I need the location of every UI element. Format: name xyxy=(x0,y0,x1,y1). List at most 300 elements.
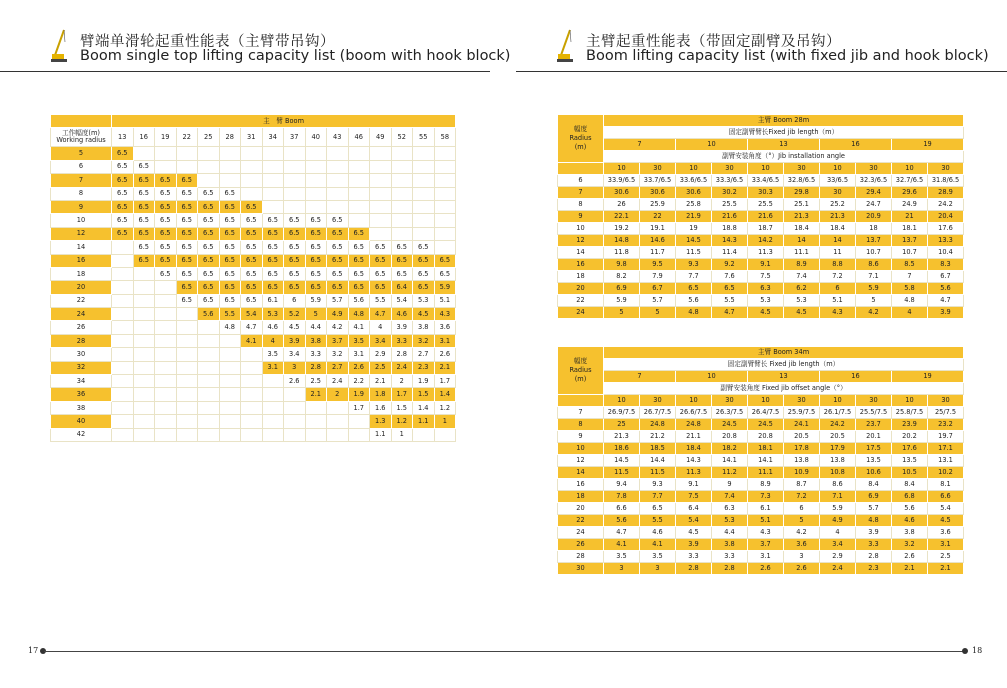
capacity-cell: 6.5 xyxy=(112,174,134,187)
capacity-cell: 6.5 xyxy=(198,294,220,307)
capacity-cell xyxy=(434,147,456,160)
capacity-cell: 6.5 xyxy=(176,254,198,267)
capacity-cell: 18.4 xyxy=(820,223,856,235)
capacity-cell: 29.8 xyxy=(784,187,820,199)
capacity-cell xyxy=(241,348,263,361)
capacity-cell: 6.5 xyxy=(391,254,413,267)
capacity-cell: 3 xyxy=(284,361,306,374)
radius-cell: 14 xyxy=(558,247,604,259)
jib-length-header: 固定副臂臂长 Fixed jib length（m） xyxy=(604,359,964,371)
capacity-cell xyxy=(133,361,155,374)
capacity-cell: 1.5 xyxy=(413,388,435,401)
capacity-cell: 6.5 xyxy=(434,267,456,280)
capacity-cell: 18 xyxy=(856,223,892,235)
table-row xyxy=(558,235,964,247)
capacity-cell: 8.2 xyxy=(604,271,640,283)
capacity-cell: 20.8 xyxy=(712,431,748,443)
left-header-rule xyxy=(0,71,490,72)
capacity-cell: 14.3 xyxy=(676,455,712,467)
radius-cell: 26 xyxy=(558,539,604,551)
capacity-cell xyxy=(155,348,177,361)
table-row xyxy=(558,431,964,443)
capacity-cell: 6.5 xyxy=(219,227,241,240)
capacity-cell: 30.6 xyxy=(604,187,640,199)
capacity-cell: 18.2 xyxy=(712,443,748,455)
capacity-cell xyxy=(198,388,220,401)
capacity-cell: 6.5 xyxy=(327,254,349,267)
capacity-cell: 1.7 xyxy=(348,401,370,414)
capacity-cell: 13.5 xyxy=(856,455,892,467)
capacity-cell xyxy=(391,200,413,213)
capacity-cell xyxy=(241,160,263,173)
boom-length-header: 34 xyxy=(262,128,284,147)
table-row xyxy=(51,375,456,388)
capacity-cell: 7.2 xyxy=(820,271,856,283)
radius-cell: 22 xyxy=(51,294,112,307)
capacity-cell xyxy=(327,200,349,213)
table-row xyxy=(558,551,964,563)
capacity-cell: 6.5 xyxy=(219,214,241,227)
capacity-cell: 4.8 xyxy=(676,307,712,319)
capacity-cell: 1.5 xyxy=(391,401,413,414)
capacity-cell: 4.5 xyxy=(676,527,712,539)
capacity-cell: 29.4 xyxy=(856,187,892,199)
jib-length-value: 7 xyxy=(604,371,676,383)
capacity-cell: 8.6 xyxy=(820,479,856,491)
capacity-cell: 4.1 xyxy=(348,321,370,334)
capacity-cell xyxy=(112,428,134,441)
capacity-cell: 14 xyxy=(784,235,820,247)
capacity-cell: 26.6/7.5 xyxy=(676,407,712,419)
capacity-cell: 4.5 xyxy=(748,307,784,319)
capacity-cell: 5.5 xyxy=(712,295,748,307)
capacity-cell xyxy=(112,415,134,428)
capacity-cell xyxy=(348,147,370,160)
radius-cell: 10 xyxy=(558,223,604,235)
capacity-cell xyxy=(370,187,392,200)
capacity-cell xyxy=(305,160,327,173)
capacity-cell xyxy=(133,375,155,388)
capacity-cell: 32.7/6.5 xyxy=(892,175,928,187)
capacity-cell xyxy=(413,214,435,227)
capacity-cell: 6.5 xyxy=(413,241,435,254)
capacity-cell: 5.6 xyxy=(676,295,712,307)
capacity-cell: 4.7 xyxy=(370,308,392,321)
capacity-cell: 10.5 xyxy=(892,467,928,479)
capacity-cell: 4.5 xyxy=(284,321,306,334)
radius-cell: 16 xyxy=(51,254,112,267)
capacity-cell: 18.1 xyxy=(892,223,928,235)
capacity-cell: 14.1 xyxy=(748,455,784,467)
capacity-cell: 33.6/6.5 xyxy=(676,175,712,187)
capacity-cell xyxy=(112,241,134,254)
capacity-cell: 6.5 xyxy=(155,174,177,187)
capacity-cell: 6.5 xyxy=(241,281,263,294)
boom-length-header: 43 xyxy=(327,128,349,147)
capacity-cell: 6.5 xyxy=(327,241,349,254)
capacity-cell: 7.2 xyxy=(784,491,820,503)
boom-length-header: 16 xyxy=(133,128,155,147)
capacity-cell: 1.1 xyxy=(370,428,392,441)
capacity-cell: 21.9 xyxy=(676,211,712,223)
capacity-cell: 6.5 xyxy=(176,214,198,227)
capacity-cell: 3.2 xyxy=(413,334,435,347)
jib-angle-value: 30 xyxy=(640,395,676,407)
capacity-cell: 4.3 xyxy=(820,307,856,319)
capacity-cell: 1.6 xyxy=(370,401,392,414)
capacity-cell xyxy=(198,160,220,173)
capacity-cell: 6.5 xyxy=(241,214,263,227)
capacity-cell xyxy=(241,415,263,428)
capacity-cell: 14.5 xyxy=(676,235,712,247)
radius-header-corner xyxy=(51,115,112,128)
capacity-cell: 6.5 xyxy=(241,267,263,280)
capacity-cell xyxy=(284,428,306,441)
capacity-cell: 26.7/7.5 xyxy=(640,407,676,419)
capacity-cell: 5.2 xyxy=(284,308,306,321)
capacity-cell xyxy=(155,160,177,173)
capacity-cell xyxy=(219,160,241,173)
capacity-cell: 6.5 xyxy=(176,267,198,280)
capacity-cell: 6.5 xyxy=(305,254,327,267)
right-title-en: Boom lifting capacity list (with fixed jib and hook block) xyxy=(586,48,989,64)
boom-length-header: 52 xyxy=(391,128,413,147)
capacity-cell: 9.2 xyxy=(712,259,748,271)
capacity-cell: 6.5 xyxy=(327,267,349,280)
capacity-cell xyxy=(133,267,155,280)
capacity-cell: 33.7/6.5 xyxy=(640,175,676,187)
capacity-cell: 6.5 xyxy=(176,174,198,187)
capacity-cell: 6.5 xyxy=(241,294,263,307)
capacity-cell: 4.4 xyxy=(305,321,327,334)
jib-angle-value: 30 xyxy=(712,163,748,175)
capacity-cell: 6.5 xyxy=(305,267,327,280)
capacity-cell: 20.5 xyxy=(820,431,856,443)
capacity-cell: 18.7 xyxy=(748,223,784,235)
capacity-cell: 4.3 xyxy=(434,308,456,321)
capacity-cell: 33/6.5 xyxy=(820,175,856,187)
table-row xyxy=(51,308,456,321)
capacity-cell: 2.9 xyxy=(370,348,392,361)
capacity-cell: 6.5 xyxy=(176,294,198,307)
table-row xyxy=(558,211,964,223)
table-row xyxy=(558,199,964,211)
capacity-cell: 2.1 xyxy=(305,388,327,401)
jib-length-value: 13 xyxy=(748,139,820,151)
capacity-cell: 6.5 xyxy=(284,241,306,254)
capacity-cell: 14.5 xyxy=(604,455,640,467)
capacity-cell: 2.4 xyxy=(327,375,349,388)
capacity-cell: 4.8 xyxy=(348,308,370,321)
capacity-cell: 24.5 xyxy=(748,419,784,431)
capacity-cell xyxy=(413,200,435,213)
capacity-cell: 6.5 xyxy=(348,281,370,294)
radius-cell: 20 xyxy=(558,283,604,295)
capacity-cell: 9.3 xyxy=(640,479,676,491)
capacity-cell xyxy=(219,348,241,361)
capacity-cell: 8.4 xyxy=(892,479,928,491)
table-row xyxy=(51,200,456,213)
capacity-cell: 9.3 xyxy=(676,259,712,271)
capacity-cell: 3.3 xyxy=(676,551,712,563)
capacity-cell: 8.6 xyxy=(856,259,892,271)
capacity-cell: 4.5 xyxy=(928,515,964,527)
radius-cell: 20 xyxy=(558,503,604,515)
capacity-cell: 20.8 xyxy=(748,431,784,443)
jib-angle-value: 10 xyxy=(604,395,640,407)
capacity-cell xyxy=(413,187,435,200)
capacity-cell: 2.6 xyxy=(784,563,820,575)
capacity-cell: 3.5 xyxy=(348,334,370,347)
capacity-cell: 7 xyxy=(892,271,928,283)
capacity-cell: 5.8 xyxy=(892,283,928,295)
capacity-cell xyxy=(370,147,392,160)
jib-length-header: 固定副臂臂长Fixed jib length（m） xyxy=(604,127,964,139)
capacity-cell: 8.5 xyxy=(892,259,928,271)
capacity-cell xyxy=(262,401,284,414)
boom-length-header: 28 xyxy=(219,128,241,147)
capacity-cell: 7.4 xyxy=(712,491,748,503)
capacity-cell xyxy=(155,388,177,401)
table-row xyxy=(558,503,964,515)
capacity-cell: 4.8 xyxy=(892,295,928,307)
capacity-cell: 2.8 xyxy=(305,361,327,374)
capacity-cell: 17.5 xyxy=(856,443,892,455)
capacity-cell xyxy=(370,214,392,227)
capacity-cell: 7.3 xyxy=(748,491,784,503)
capacity-cell: 6.5 xyxy=(198,267,220,280)
capacity-cell: 4.5 xyxy=(784,307,820,319)
capacity-cell: 24.7 xyxy=(856,199,892,211)
radius-cell: 30 xyxy=(51,348,112,361)
capacity-cell: 33.4/6.5 xyxy=(748,175,784,187)
right-header xyxy=(556,28,996,72)
capacity-cell: 1 xyxy=(434,415,456,428)
capacity-cell: 2.7 xyxy=(327,361,349,374)
capacity-cell: 5.3 xyxy=(262,308,284,321)
capacity-cell xyxy=(327,401,349,414)
capacity-cell: 2.5 xyxy=(928,551,964,563)
capacity-cell: 10.9 xyxy=(784,467,820,479)
capacity-cell: 18.8 xyxy=(712,223,748,235)
capacity-cell xyxy=(434,200,456,213)
boom-length-header: 58 xyxy=(434,128,456,147)
capacity-cell: 3.1 xyxy=(928,539,964,551)
table-row xyxy=(558,479,964,491)
capacity-cell: 2.1 xyxy=(434,361,456,374)
jib-angle-value: 10 xyxy=(676,163,712,175)
capacity-cell: 11.1 xyxy=(784,247,820,259)
jib-angle-value: 10 xyxy=(676,395,712,407)
capacity-cell: 1.4 xyxy=(413,401,435,414)
capacity-cell: 2.4 xyxy=(391,361,413,374)
capacity-cell: 31.8/6.5 xyxy=(928,175,964,187)
radius-cell: 9 xyxy=(558,431,604,443)
capacity-cell: 25.5 xyxy=(712,199,748,211)
capacity-cell: 21.1 xyxy=(676,431,712,443)
capacity-cell xyxy=(176,401,198,414)
capacity-cell: 21.3 xyxy=(784,211,820,223)
capacity-cell xyxy=(155,375,177,388)
capacity-cell xyxy=(284,187,306,200)
capacity-cell: 13.8 xyxy=(820,455,856,467)
jib-length-value: 16 xyxy=(820,139,892,151)
capacity-cell: 6 xyxy=(284,294,306,307)
capacity-cell: 6.5 xyxy=(219,200,241,213)
capacity-cell: 10.6 xyxy=(856,467,892,479)
capacity-cell: 3.1 xyxy=(748,551,784,563)
capacity-cell: 5 xyxy=(784,515,820,527)
table-row xyxy=(558,295,964,307)
capacity-cell: 6.8 xyxy=(892,491,928,503)
capacity-cell xyxy=(241,174,263,187)
capacity-cell xyxy=(241,361,263,374)
capacity-cell xyxy=(198,348,220,361)
capacity-cell xyxy=(284,160,306,173)
capacity-cell: 3.4 xyxy=(370,334,392,347)
capacity-cell: 21 xyxy=(892,211,928,223)
capacity-cell: 3.3 xyxy=(712,551,748,563)
capacity-cell: 6.3 xyxy=(712,503,748,515)
capacity-cell: 5.3 xyxy=(784,295,820,307)
capacity-cell xyxy=(112,254,134,267)
capacity-cell xyxy=(241,147,263,160)
capacity-cell: 21.2 xyxy=(640,431,676,443)
capacity-cell: 26.4/7.5 xyxy=(748,407,784,419)
capacity-cell: 10.7 xyxy=(892,247,928,259)
capacity-cell: 25.5 xyxy=(748,199,784,211)
capacity-cell xyxy=(241,388,263,401)
capacity-cell: 17.1 xyxy=(928,443,964,455)
capacity-cell: 6.6 xyxy=(604,503,640,515)
capacity-cell: 4.7 xyxy=(712,307,748,319)
capacity-cell: 3.6 xyxy=(434,321,456,334)
capacity-cell xyxy=(198,415,220,428)
capacity-cell: 5.7 xyxy=(856,503,892,515)
capacity-cell xyxy=(413,147,435,160)
capacity-cell: 1.9 xyxy=(348,388,370,401)
boom-length-header: 49 xyxy=(370,128,392,147)
capacity-cell: 26 xyxy=(604,199,640,211)
jib-angle-value: 30 xyxy=(928,163,964,175)
capacity-cell: 24.2 xyxy=(928,199,964,211)
table-row xyxy=(51,401,456,414)
capacity-cell: 3.4 xyxy=(284,348,306,361)
capacity-cell xyxy=(262,428,284,441)
radius-cell: 14 xyxy=(51,241,112,254)
capacity-cell: 2.1 xyxy=(370,375,392,388)
radius-cell: 18 xyxy=(51,267,112,280)
capacity-cell: 6.5 xyxy=(284,281,306,294)
capacity-cell: 9.4 xyxy=(604,479,640,491)
capacity-cell: 6.5 xyxy=(219,187,241,200)
capacity-cell: 18.4 xyxy=(676,443,712,455)
capacity-cell: 6.5 xyxy=(176,200,198,213)
radius-header: 幅度 Radius (m) xyxy=(558,347,604,395)
capacity-cell: 1.4 xyxy=(434,388,456,401)
capacity-cell: 6.5 xyxy=(305,281,327,294)
capacity-cell xyxy=(284,200,306,213)
capacity-cell xyxy=(262,415,284,428)
capacity-cell: 20.5 xyxy=(784,431,820,443)
capacity-cell: 7.1 xyxy=(856,271,892,283)
capacity-cell: 14.8 xyxy=(604,235,640,247)
table-row xyxy=(558,271,964,283)
capacity-cell: 24.2 xyxy=(820,419,856,431)
capacity-cell xyxy=(305,187,327,200)
capacity-cell: 25.9 xyxy=(640,199,676,211)
capacity-cell xyxy=(133,334,155,347)
capacity-cell: 11.2 xyxy=(712,467,748,479)
radius-cell: 24 xyxy=(51,308,112,321)
capacity-cell xyxy=(198,361,220,374)
capacity-cell: 3.6 xyxy=(928,527,964,539)
capacity-cell: 4.5 xyxy=(413,308,435,321)
capacity-cell xyxy=(434,214,456,227)
capacity-cell: 13.3 xyxy=(928,235,964,247)
capacity-cell xyxy=(176,388,198,401)
capacity-cell: 5 xyxy=(856,295,892,307)
capacity-cell: 3.6 xyxy=(784,539,820,551)
capacity-cell xyxy=(176,160,198,173)
capacity-cell: 6.5 xyxy=(348,254,370,267)
capacity-cell: 11.3 xyxy=(676,467,712,479)
capacity-cell: 6.7 xyxy=(928,271,964,283)
capacity-cell xyxy=(284,401,306,414)
capacity-cell: 6.5 xyxy=(284,214,306,227)
capacity-cell: 30.2 xyxy=(712,187,748,199)
table-row xyxy=(558,407,964,419)
capacity-cell: 26.3/7.5 xyxy=(712,407,748,419)
capacity-cell: 24.1 xyxy=(784,419,820,431)
radius-cell: 22 xyxy=(558,295,604,307)
capacity-cell: 6.5 xyxy=(305,227,327,240)
capacity-cell: 1.2 xyxy=(391,415,413,428)
capacity-cell: 4.7 xyxy=(928,295,964,307)
radius-cell: 34 xyxy=(51,375,112,388)
capacity-cell: 6.5 xyxy=(155,227,177,240)
capacity-cell xyxy=(262,147,284,160)
capacity-cell: 25.1 xyxy=(784,199,820,211)
capacity-cell: 2.1 xyxy=(928,563,964,575)
capacity-cell: 8.3 xyxy=(928,259,964,271)
capacity-cell xyxy=(327,160,349,173)
capacity-cell xyxy=(112,388,134,401)
boom-length-header: 55 xyxy=(413,128,435,147)
table-row xyxy=(51,160,456,173)
capacity-cell: 19.2 xyxy=(604,223,640,235)
capacity-cell xyxy=(112,308,134,321)
capacity-cell: 5.9 xyxy=(305,294,327,307)
capacity-cell xyxy=(284,174,306,187)
table-row xyxy=(558,455,964,467)
capacity-cell xyxy=(112,267,134,280)
capacity-cell xyxy=(434,241,456,254)
capacity-cell: 8.9 xyxy=(748,479,784,491)
radius-cell: 16 xyxy=(558,479,604,491)
capacity-cell xyxy=(176,415,198,428)
capacity-cell: 6.5 xyxy=(284,267,306,280)
radius-cell: 24 xyxy=(558,527,604,539)
capacity-cell: 6.5 xyxy=(348,241,370,254)
capacity-cell: 4.1 xyxy=(241,334,263,347)
capacity-cell: 11.4 xyxy=(712,247,748,259)
capacity-cell: 5.5 xyxy=(640,515,676,527)
capacity-cell: 23.7 xyxy=(856,419,892,431)
capacity-cell: 6.1 xyxy=(748,503,784,515)
capacity-cell: 23.9 xyxy=(892,419,928,431)
capacity-cell: 21.3 xyxy=(604,431,640,443)
